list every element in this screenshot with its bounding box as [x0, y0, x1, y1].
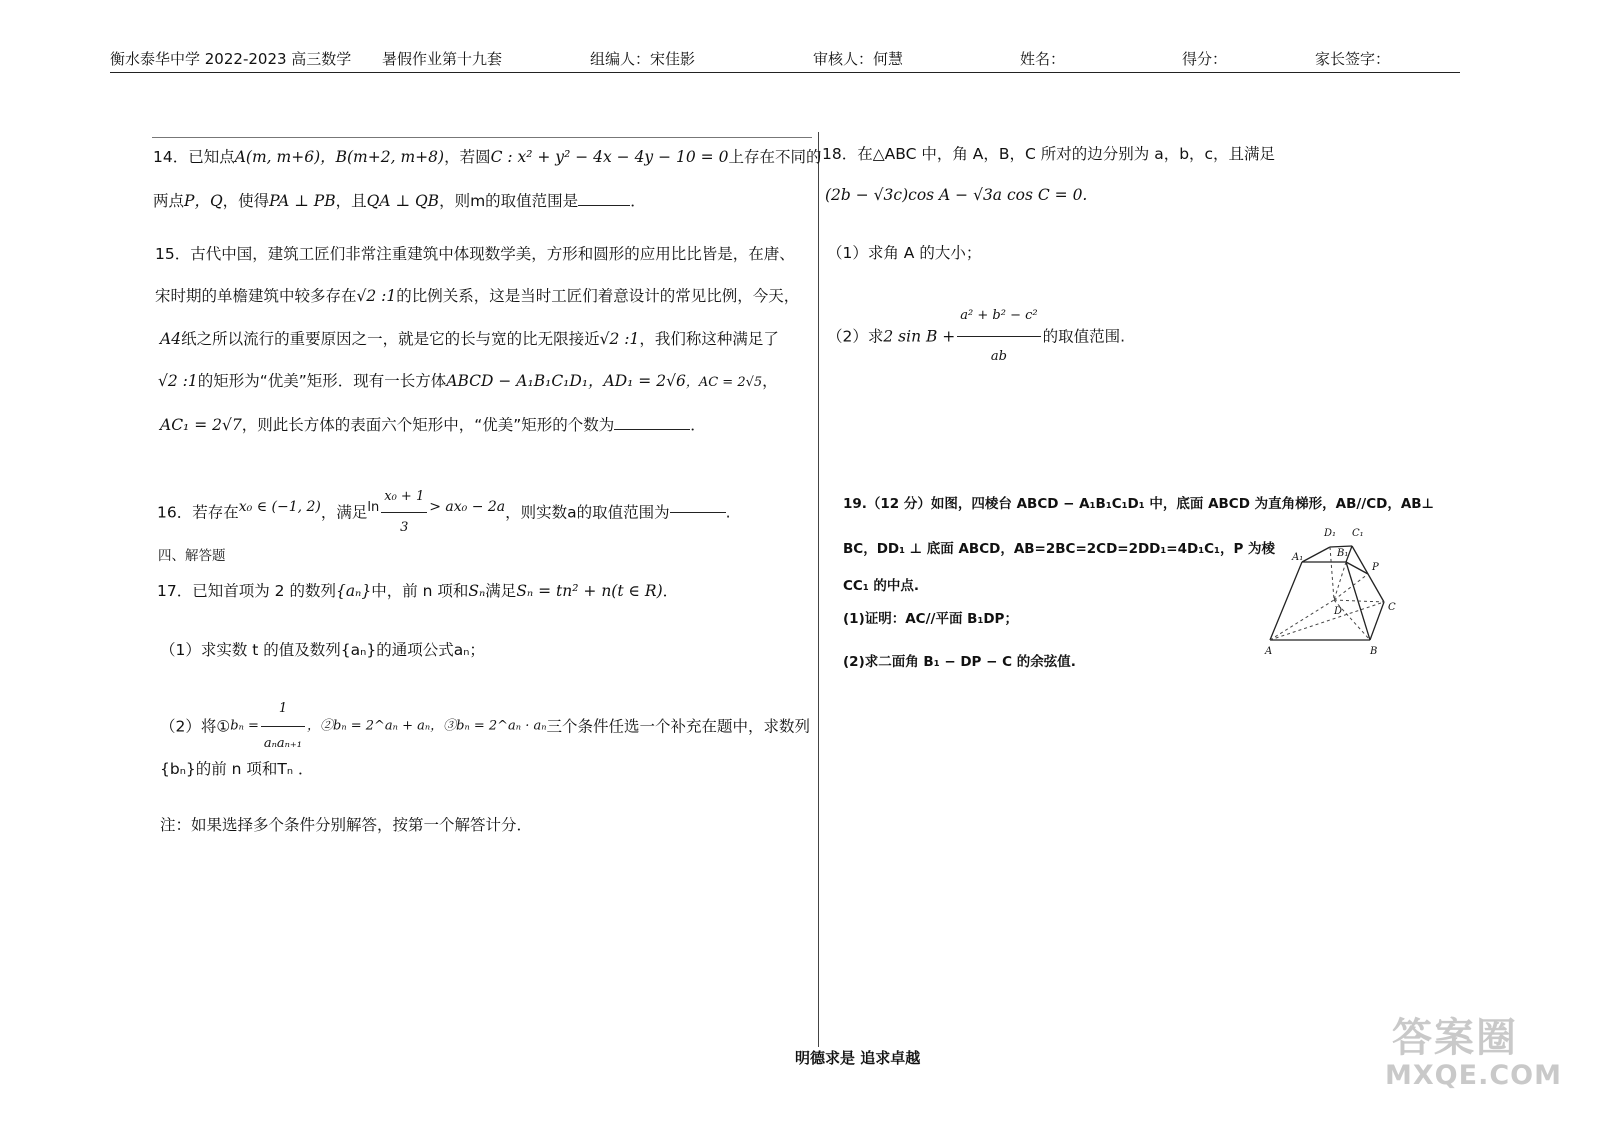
q18-part2-suffix: 的取值范围.: [1042, 327, 1126, 346]
q17-sn: Sₙ: [468, 582, 486, 600]
q15-solid: ABCD − A₁B₁C₁D₁: [446, 372, 589, 390]
edge-BC: [1370, 602, 1384, 640]
q18-frac-num: a² + b² − c²: [957, 296, 1040, 337]
editor-label: 组编人：宋佳影: [590, 50, 696, 68]
edge-A1D1: [1302, 547, 1330, 562]
q18-line2: (2b − √3c)cos A − √3a cos C = 0.: [825, 186, 1088, 204]
name-label: 姓名：: [1020, 50, 1066, 68]
edge-AA1: [1270, 562, 1302, 640]
score-label: 得分：: [1182, 50, 1228, 68]
q15-ac: ，AC = 2√5: [685, 375, 763, 390]
q17-b1-fraction: [261, 692, 305, 761]
q17-b1-lhs: bₙ =: [230, 718, 259, 734]
q14-line2: [153, 192, 646, 211]
label-B: B: [1370, 646, 1378, 657]
q15-ac1: AC₁ = 2√7: [160, 416, 242, 434]
column-divider: [818, 132, 819, 1047]
q17-part2-prefix: （2）将①: [160, 717, 231, 736]
q19-line1: 19.（12 分）如图，四棱台 ABCD − A₁B₁C₁D₁ 中，底面 ABCD 为直角梯形，AB//CD，AB⊥: [843, 496, 1434, 512]
watermark-logo-text: 答案圈: [1392, 1015, 1518, 1061]
q15-end: ．: [690, 416, 706, 434]
q14-line2-mid: ，使得: [222, 192, 270, 210]
q18-line1: 18．在△ABC 中，角 A，B，C 所对的边分别为 a，b，c，且满足: [822, 145, 1276, 163]
q17-part1: （1）求实数 t 的值及数列{aₙ}的通项公式aₙ；: [160, 641, 485, 659]
q14-prefix: 14．已知点: [153, 148, 235, 166]
q16-answer-blank[interactable]: [670, 512, 726, 513]
q18-part1: （1）求角 A 的大小；: [827, 244, 982, 262]
q14-line2-suffix: ，则m的取值范围是: [439, 192, 579, 210]
frustum-figure: [1262, 522, 1422, 662]
q17-end: ．: [662, 582, 679, 600]
q15-line5-suffix: ，则此长方体的表面六个矩形中，“优美”矩形的个数为: [241, 416, 615, 434]
q15-line2: [155, 287, 799, 306]
section-4-heading: 四、解答题: [158, 548, 226, 564]
q16-fraction: [381, 482, 427, 543]
label-D: D: [1334, 606, 1343, 617]
q15-line1: 15．古代中国，建筑工匠们非常注重建筑中体现数学美，方形和圆形的应用比比皆是，在唐、: [155, 245, 795, 263]
q16-ineq: > ax₀ − 2a: [429, 498, 506, 515]
label-D1: D₁: [1324, 528, 1337, 539]
q15-line2-prefix: 宋时期的单檐建筑中较多存在: [155, 287, 357, 305]
q17-prefix: 17．已知首项为 2 的数列: [157, 582, 336, 600]
q19-line3: CC₁ 的中点.: [843, 578, 920, 594]
left-column-top-rule: [152, 137, 812, 138]
q17-b1-num: 1: [261, 692, 305, 727]
q16-line: [157, 482, 731, 543]
q15-line4-mid: 的矩形为“优美”矩形．现有一长方体: [197, 372, 447, 390]
q16-mid: ，满足: [320, 503, 368, 522]
q17-part2-line1: [160, 692, 810, 761]
assignment-title: 暑假作业第十九套: [382, 50, 503, 68]
q18-part2-expr: 2 sin B +: [883, 327, 956, 346]
q14-pq: P，Q: [184, 192, 223, 210]
label-B1: B₁: [1337, 548, 1349, 559]
page-footer-motto: 明德求是 追求卓越: [795, 1049, 921, 1067]
q17-formula: Sₙ = tn² + n(t ∈ R): [516, 582, 663, 600]
q19-part1: (1)证明：AC//平面 B₁DP；: [843, 611, 1018, 627]
q18-part2-prefix: （2）求: [827, 327, 884, 346]
edge-DD1: [1330, 547, 1334, 600]
q18-frac-den: ab: [990, 349, 1007, 364]
q14-cond1: PA ⊥ PB: [269, 192, 336, 210]
q17-b2: ，②bₙ = 2^aₙ + aₙ: [307, 718, 431, 734]
edge-DC: [1334, 600, 1384, 602]
q16-frac-den: 3: [400, 520, 409, 535]
q18-fraction: [957, 296, 1040, 377]
q16-domain: x₀ ∈ (−1, 2): [238, 498, 321, 515]
school-title: 衡水泰华中学 2022-2023 高三数学: [110, 50, 352, 68]
label-P: P: [1372, 562, 1379, 573]
label-A: A: [1265, 646, 1273, 657]
q15-a4: A4: [160, 330, 182, 348]
q17-part2-line2: {bₙ}的前 n 项和Tₙ ．: [160, 760, 314, 778]
q15-line4-ratio: √2 :1: [158, 372, 198, 390]
q16-prefix: 16．若存在: [157, 503, 239, 522]
q14-and: ，且: [335, 192, 367, 210]
q15-answer-blank[interactable]: [614, 429, 690, 430]
q15-line4-end: ，: [762, 372, 778, 390]
q16-ln: ln: [367, 499, 380, 515]
q17-mid2: 满足: [485, 582, 517, 600]
q14-end: ．: [630, 192, 646, 210]
q14-points: A(m, m+6)，B(m+2, m+8): [234, 148, 445, 166]
q16-suffix: ，则实数a的取值范围为: [505, 503, 670, 522]
q15-line2-ratio: √2 :1: [356, 287, 397, 305]
q17-part2-suffix: 三个条件任选一个补充在题中，求数列: [546, 717, 810, 736]
q16-frac-num: x₀ + 1: [381, 482, 427, 513]
edge-AD: [1270, 600, 1334, 640]
watermark-url: MXQE.COM: [1385, 1060, 1562, 1091]
q15-line2-suffix: 的比例关系，这是当时工匠们着意设计的常见比例，今天，: [396, 287, 800, 305]
edge-B1D: [1334, 562, 1346, 600]
q14-suffix: 上存在不同的: [728, 148, 822, 166]
q15-line3-ratio: √2 :1: [599, 330, 640, 348]
q17-b1-den: aₙaₙ₊₁: [263, 736, 303, 751]
q19-part2: (2)求二面角 B₁ − DP − C 的余弦值.: [843, 654, 1076, 670]
edge-D1C1: [1330, 546, 1352, 547]
q15-line3: [160, 330, 779, 349]
edge-AC: [1270, 602, 1384, 640]
q18-part2: [827, 296, 1125, 377]
q15-line3-mid: 纸之所以流行的重要原因之一，就是它的长与宽的比无限接近: [181, 330, 600, 348]
label-A1: A₁: [1292, 552, 1304, 563]
reviewer-label: 审核人：何慧: [813, 50, 904, 68]
q14-mid: ，若圆: [444, 148, 491, 166]
page-header: [110, 46, 1460, 73]
label-C1: C₁: [1352, 528, 1364, 539]
q17-b3: ，③bₙ = 2^aₙ · aₙ: [430, 718, 547, 734]
q14-answer-blank[interactable]: [578, 205, 630, 206]
q14-circle: C : x² + y² − 4x − 4y − 10 = 0: [490, 148, 729, 166]
q16-end: .: [725, 503, 731, 522]
q14-line1: [153, 148, 821, 167]
q17-seq: {aₙ}: [335, 582, 372, 600]
q15-line3-suffix: ，我们称这种满足了: [639, 330, 779, 348]
q14-cond2: QA ⊥ QB: [366, 192, 440, 210]
q17-mid: 中，前 n 项和: [371, 582, 469, 600]
q19-line2: BC，DD₁ ⊥ 底面 ABCD，AB=2BC=2CD=2DD₁=4D₁C₁，P 为棱: [843, 541, 1276, 557]
q15-ad1: ，AD₁ = 2√6: [588, 372, 686, 390]
label-C: C: [1388, 602, 1396, 613]
parent-sign-label: 家长签字：: [1315, 50, 1391, 68]
q15-line4: [158, 372, 778, 391]
q17-note: 注：如果选择多个条件分别解答，按第一个解答计分．: [160, 816, 533, 834]
q17-line1: [157, 582, 678, 601]
q14-line2-prefix: 两点: [153, 192, 185, 210]
q15-line5: [160, 416, 706, 435]
